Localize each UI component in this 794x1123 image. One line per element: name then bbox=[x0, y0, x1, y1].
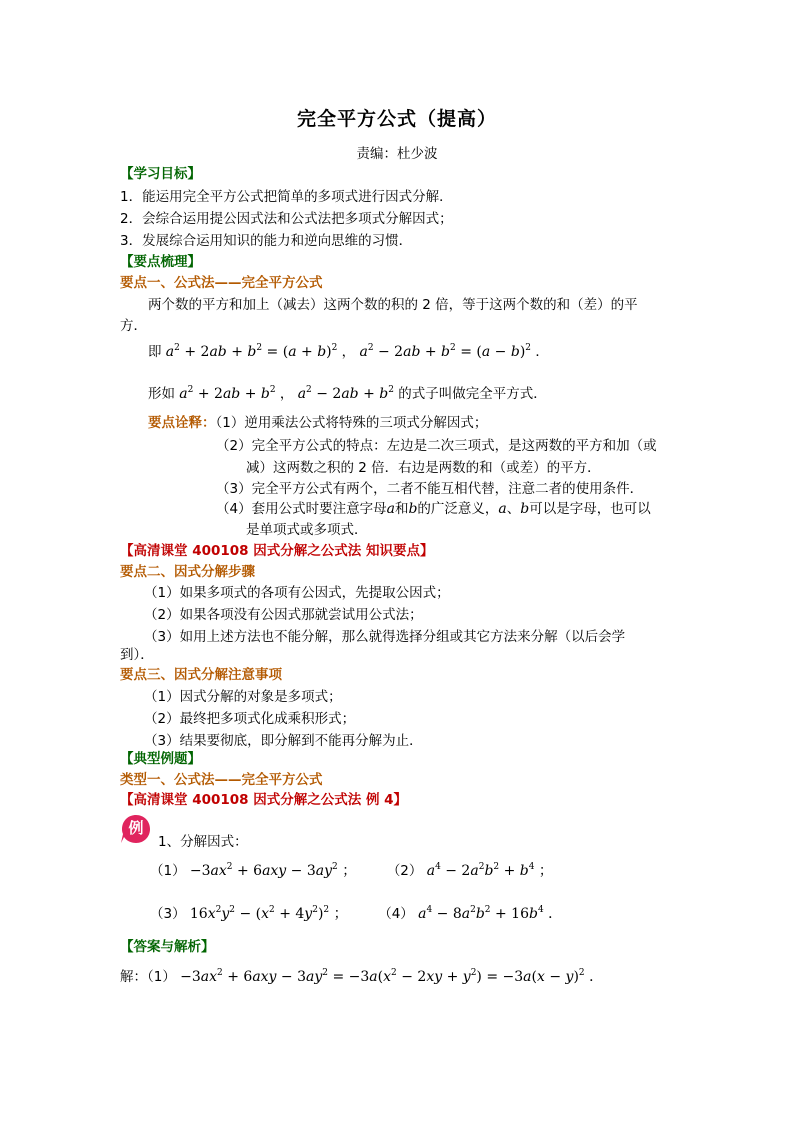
step-item-3: （3）如用上述方法也不能分解，那么就得选择分组或其它方法来分解（以后会学 bbox=[144, 629, 626, 645]
example-badge-label: 例 bbox=[128, 819, 144, 837]
class-link-2[interactable]: 【高清课堂 400108 因式分解之公式法 例 4】 bbox=[120, 792, 408, 808]
answer-heading: 【答案与解析】 bbox=[120, 939, 215, 955]
note-4a-part3: 的广泛意义， bbox=[417, 501, 499, 517]
var-b: b bbox=[408, 501, 418, 517]
class-link-1[interactable]: 【高清课堂 400108 因式分解之公式法 知识要点】 bbox=[120, 543, 434, 559]
step-item-2: （2）如果各项没有公因式那就尝试用公式法； bbox=[144, 607, 423, 623]
form-line bbox=[148, 385, 547, 403]
q2-expr: $a^4 - 2a^2b^2 + b^4$ ； bbox=[426, 862, 553, 879]
form-expr-2: $a^2 - 2ab + b^2$ bbox=[297, 385, 394, 402]
note-2a: （2）完全平方公式的特点：左边是二次三项式，是这两数的平方和加（或 bbox=[216, 438, 657, 454]
note-2b: 减）这两数之积的 2 倍．右边是两数的和（或差）的平方． bbox=[246, 460, 601, 476]
formula-end: ． bbox=[535, 344, 549, 360]
note-4a-part2: 和 bbox=[394, 501, 409, 517]
q1-label: （1） bbox=[150, 863, 186, 879]
point1-heading: 要点一、公式法——完全平方公式 bbox=[120, 275, 323, 291]
note-4a-part5: 可以是字母，也可以 bbox=[529, 501, 651, 517]
note-3: （3）完全平方公式有两个，二者不能互相代替，注意二者的使用条件． bbox=[216, 481, 644, 497]
solution-line-1 bbox=[120, 968, 603, 986]
question-row-2 bbox=[150, 905, 562, 923]
question-row-1 bbox=[150, 862, 553, 880]
caution-item-2: （2）最终把多项式化成乘积形式； bbox=[144, 711, 356, 727]
step-item-1: （1）如果多项式的各项有公因式，先提取公因式； bbox=[144, 585, 450, 601]
point3-heading: 要点三、因式分解注意事项 bbox=[120, 667, 282, 683]
type1-heading: 类型一、公式法——完全平方公式 bbox=[120, 772, 323, 788]
example-prompt: 1、分解因式： bbox=[158, 834, 248, 850]
point2-heading: 要点二、因式分解步骤 bbox=[120, 564, 255, 580]
q3-expr: $16x^2y^2 - (x^2 + 4y^2)^2$ ； bbox=[189, 905, 348, 922]
q4-label: （4） bbox=[378, 906, 414, 922]
solution-expr-1: $-3ax^2 + 6axy - 3ay^2 = -3a(x^2 - 2xy + y^2) = -3a(x - y)^2$ ． bbox=[180, 968, 604, 985]
note-label: 要点诠释： bbox=[148, 415, 216, 431]
formula-square-diff: $a^2 - 2ab + b^2 = (a - b)^2$ bbox=[359, 343, 532, 360]
caution-item-1: （1）因式分解的对象是多项式； bbox=[144, 689, 342, 705]
note-4b: 是单项式或多项式． bbox=[246, 522, 368, 538]
q2-label: （2） bbox=[386, 863, 423, 879]
point1-text-a: 两个数的平方和加上（减去）这两个数的积的 2 倍，等于这两个数的和（差）的平 bbox=[148, 297, 638, 313]
point1-text-b: 方． bbox=[120, 318, 147, 334]
var-b-2: b bbox=[520, 501, 530, 517]
form-sep: ， bbox=[279, 386, 294, 402]
points-heading: 【要点梳理】 bbox=[120, 254, 201, 270]
note-4a-part4: 、 bbox=[506, 501, 521, 517]
author-line: 责编：杜少波 bbox=[356, 146, 438, 162]
note-line-1 bbox=[148, 414, 487, 432]
q4-expr: $a^4 - 8a^2b^2 + 16b^4$ ． bbox=[418, 905, 563, 922]
formula-line bbox=[148, 343, 549, 361]
form-suffix: 的式子叫做完全平方式． bbox=[398, 386, 547, 402]
page-title: 完全平方公式（提高） bbox=[296, 108, 497, 130]
var-a: a bbox=[386, 501, 395, 517]
solution-prefix: 解：（1） bbox=[120, 969, 176, 985]
goal-item-1: 1．能运用完全平方公式把简单的多项式进行因式分解． bbox=[120, 189, 453, 205]
form-expr-1: $a^2 + 2ab + b^2$ bbox=[179, 385, 276, 402]
form-prefix: 形如 bbox=[148, 386, 175, 402]
formula-square-sum: $a^2 + 2ab + b^2 = (a + b)^2$ bbox=[165, 343, 338, 360]
var-a-2: a bbox=[498, 501, 507, 517]
goal-item-3: 3．发展综合运用知识的能力和逆向思维的习惯． bbox=[120, 233, 413, 249]
note-4a-part1: （4）套用公式时要注意字母 bbox=[216, 501, 387, 517]
goal-item-2: 2．会综合运用提公因式法和公式法把多项式分解因式； bbox=[120, 211, 453, 227]
note-4a bbox=[216, 500, 651, 518]
formula-prefix: 即 bbox=[148, 344, 162, 360]
goals-heading: 【学习目标】 bbox=[120, 166, 201, 182]
formula-sep: ， bbox=[341, 344, 356, 360]
q1-expr: $-3ax^2 + 6axy - 3ay^2$ ； bbox=[189, 862, 357, 879]
example-badge bbox=[120, 813, 152, 845]
step-item-3-end: 到）． bbox=[120, 647, 154, 663]
note-1: （1）逆用乘法公式将特殊的三项式分解因式； bbox=[215, 415, 488, 431]
q3-label: （3） bbox=[150, 906, 186, 922]
examples-heading: 【典型例题】 bbox=[120, 751, 201, 767]
caution-item-3: （3）结果要彻底，即分解到不能再分解为止． bbox=[144, 733, 423, 749]
